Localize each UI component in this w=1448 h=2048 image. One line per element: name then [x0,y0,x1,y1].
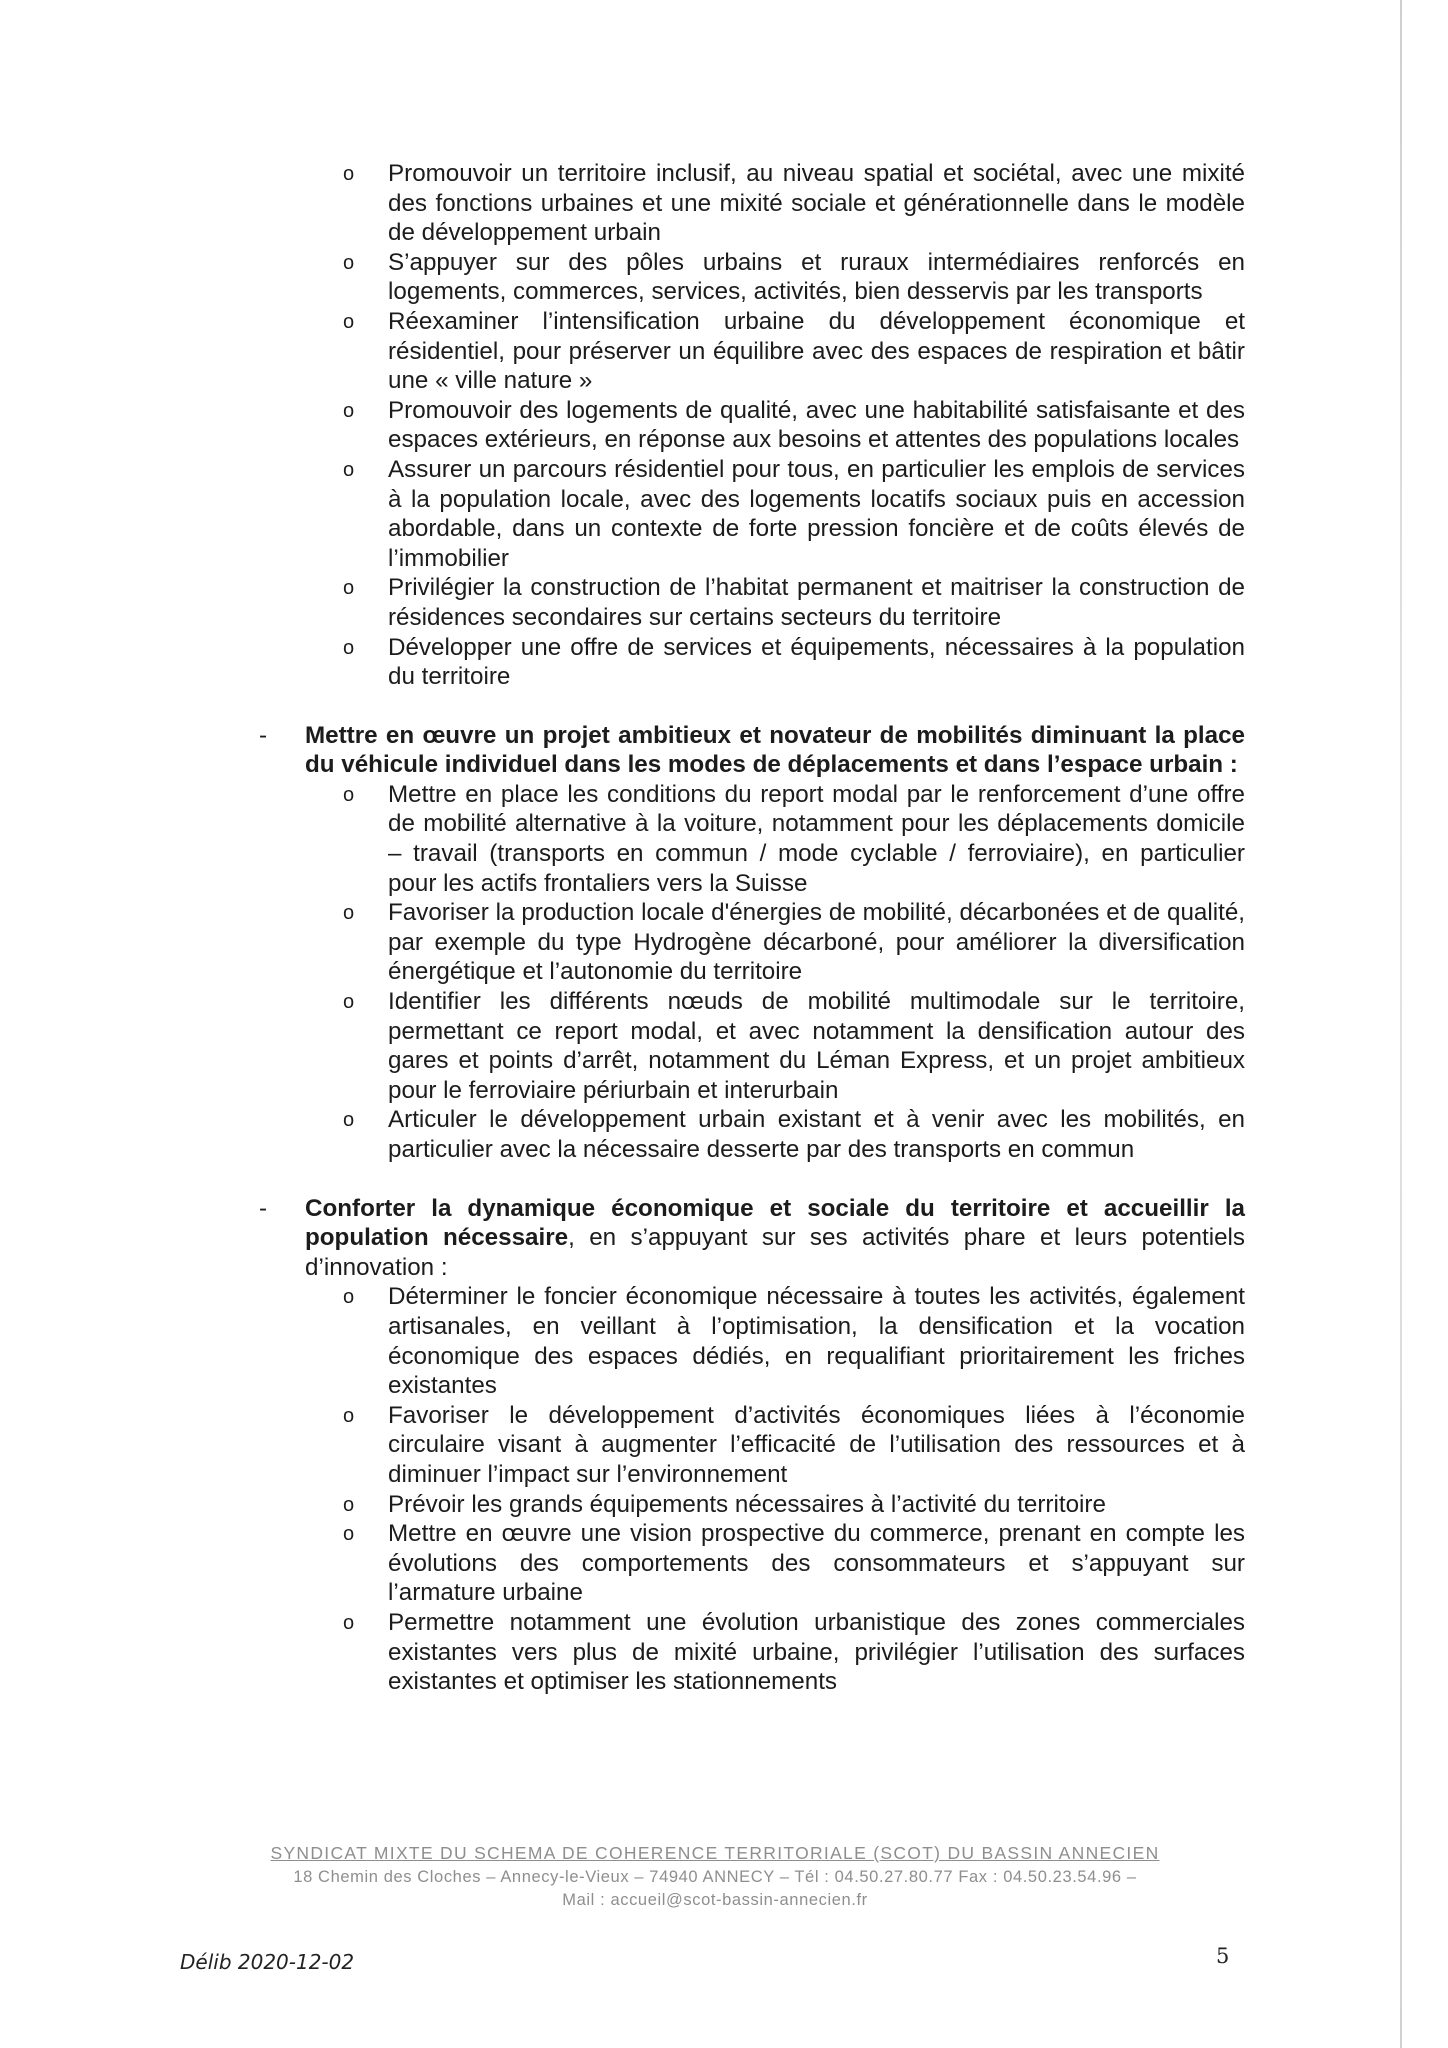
list-item: o Développer une offre de services et équipements, nécessaires à la population du territoire [343,633,1245,691]
list-item: o Identifier les différents nœuds de mobilité multimodale sur le territoire, permettant ce report modal, et avec notamment la densification autour des gares et points d’arrêt, notamment du Léman Express, et un projet ambitieux pour le ferroviaire périurbain et interurbain [343,988,1245,1104]
list-item: o Mettre en place les conditions du report modal par le renforcement d’une offre de mobilité alternative à la voiture, notamment pour les déplacements domicile – travail (transports en commun / mode cyclable / ferroviaire), en particulier pour les actifs frontaliers vers la Suisse [343,780,1245,897]
bullet-icon: o [343,399,355,422]
list-item: o Déterminer le foncier économique nécessaire à toutes les activités, également artisanales, en veillant à l’optimisation, la densification et la vocation économique des espaces dédiés, en requalifiant prioritairement les friches existantes [343,1283,1245,1400]
intro-list [0,159,1448,692]
list-item: o Mettre en œuvre une vision prospective du commerce, prenant en compte les évolutions des comportements des consommateurs et s’appuyant sur l’armature urbaine [343,1520,1245,1607]
list-item: o Articuler le développement urbain existant et à venir avec les mobilités, en particulier avec la nécessaire desserte par des transports en commun [343,1106,1245,1163]
bullet-icon: o [343,636,355,659]
list-item: o Prévoir les grands équipements nécessaires à l’activité du territoire [388,1490,1245,1520]
page-number: 5 [1216,1944,1230,1968]
bullet-icon: o [343,1404,355,1427]
list-item: o Réexaminer l’intensification urbaine du développement économique et résidentiel, pour préserver un équilibre avec des espaces de respiration et bâtir une « ville nature » [343,307,1245,395]
delib-reference: Délib 2020-12-02 [180,1950,355,1974]
dash-icon: - [259,721,268,749]
bullet-icon: o [343,991,355,1014]
bullet-icon: o [343,163,355,185]
list-item: o Promouvoir un territoire inclusif, au niveau spatial et sociétal, avec une mixité des fonctions urbaines et une mixité sociale et générationnelle dans le modèle de développement urbain [343,160,1245,247]
bullet-icon: o [343,251,355,274]
list-item: o Favoriser le développement d’activités économiques liées à l’économie circulaire visant à augmenter l’efficacité de l’utilisation des ressources et à diminuer l’impact sur l’environnement [343,1401,1245,1488]
list-item: o Permettre notamment une évolution urbanistique des zones commerciales existantes vers plus de mixité urbaine, privilégier l’utilisation des surfaces existantes et optimiser les stationnements [343,1608,1245,1696]
bullet-icon: o [343,783,355,806]
bullet-icon: o [343,458,355,481]
list-item: o Privilégier la construction de l’habitat permanent et maitriser la construction de résidences secondaires sur certains secteurs du territoire [343,574,1245,631]
dash-icon: - [259,1194,268,1222]
footer-address: 18 Chemin des Cloches – Annecy-le-Vieux – 74940 ANNECY – Tél : 04.50.27.80.77 Fax : 04.50.23.54.96 – [293,1868,1137,1886]
bullet-icon: o [343,577,355,600]
top-margin [0,0,1448,159]
bullet-icon: o [343,1109,355,1132]
bullet-icon: o [343,1493,355,1516]
section-economie [0,1194,1448,1697]
list-item: o Favoriser la production locale d'énergies de mobilité, décarbonées et de qualité, par exemple du type Hydrogène décarboné, pour améliorer la diversification énergétique et l’autonomie du territoire [343,899,1245,986]
bullet-icon: o [343,902,355,925]
bullet-icon: o [343,1523,355,1546]
list-item: o Assurer un parcours résidentiel pour tous, en particulier les emplois de services à la population locale, avec des logements locatifs sociaux puis en accession abordable, dans un contexte de forte pression foncière et de coûts élevés de l’immobilier [343,455,1245,572]
bullet-icon: o [343,1611,355,1634]
footer-organization: SYNDICAT MIXTE DU SCHEMA DE COHERENCE TERRITORIALE (SCOT) DU BASSIN ANNECIEN [270,1843,1160,1863]
section-heading: - Conforter la dynamique économique et sociale du territoire et accueillir la population nécessaire, en s’appuyant sur ses activités phare et leurs potentiels d’innovation : [259,1194,1245,1281]
footer-mail: Mail : accueil@scot-bassin-annecien.fr [562,1891,868,1909]
bullet-icon: o [343,310,355,333]
bullet-icon: o [343,1286,355,1309]
list-item: o Promouvoir des logements de qualité, avec une habitabilité satisfaisante et des espaces extérieurs, en réponse aux besoins et attentes des populations locales [343,396,1245,454]
list-item: o S’appuyer sur des pôles urbains et ruraux intermédiaires renforcés en logements, commerces, services, activités, bien desservis par les transports [343,248,1245,306]
section-heading: - Mettre en œuvre un projet ambitieux et novateur de mobilités diminuant la place du véhicule individuel dans les modes de déplacements et dans l’espace urbain : [259,721,1245,779]
section-gap [0,1165,1448,1194]
section-gap [0,692,1448,721]
section-mobilites [0,721,1448,1165]
